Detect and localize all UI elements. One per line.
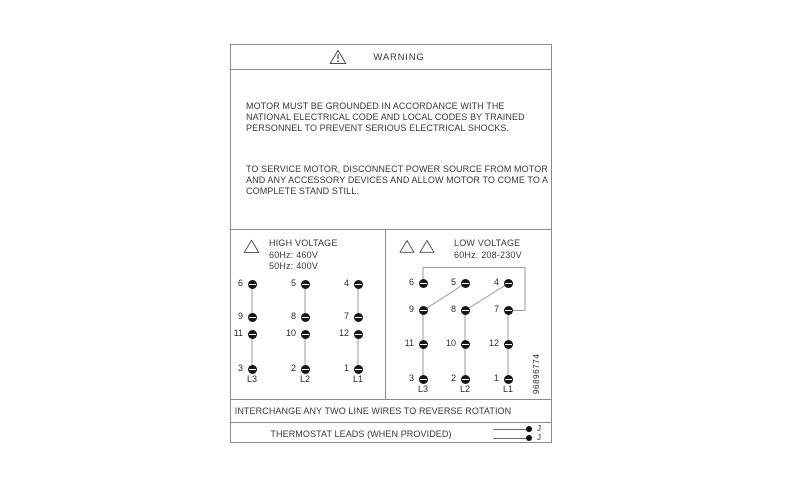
terminal-dot [461,306,470,315]
low-voltage-terminal-grid [386,230,551,399]
lead-wire [493,438,527,439]
thermostat-lead-2 [493,435,541,441]
lead-label: J [537,433,541,442]
high-voltage-diagram [231,230,386,399]
terminal-number: 10 [445,338,456,348]
terminal-dot [504,340,513,349]
terminal-dot [419,279,428,288]
high-voltage-title: HIGH VOLTAGE [269,238,338,248]
part-number: 96896774 [532,353,541,394]
terminal-dot [354,365,363,374]
terminal-dot [354,330,363,339]
terminal-dot [248,313,257,322]
terminal-dot [461,340,470,349]
terminal-dot [419,306,428,315]
terminal-number: 5 [450,277,456,287]
motor-wiring-warning-label [230,44,552,443]
terminal-dot [248,280,257,289]
notices-section [231,70,551,230]
high-voltage-terminal-grid [231,230,385,399]
terminal-number: 9 [237,311,243,321]
terminal-dot [461,375,470,384]
grounding-notice: MOTOR MUST BE GROUNDED IN ACCORDANCE WITH THE NATIONAL ELECTRICAL CODE AND LOCAL CODES BY TRAINED PERSONNEL TO PREVENT SERIOUS ELECTRICAL SHOCKS. [246,101,525,133]
terminal-number: 5 [290,278,296,288]
wire [525,268,526,311]
terminal-number: 6 [408,277,414,287]
high-voltage-50hz-rating: 50Hz: 400V [269,261,319,271]
terminal-dot [504,279,513,288]
terminal-dot [301,313,310,322]
warning-header-group [329,49,424,65]
thermostat-leads [493,426,541,441]
thermostat-note: THERMOSTAT LEADS (WHEN PROVIDED) [270,428,452,439]
terminal-dot [354,280,363,289]
terminal-dot [301,280,310,289]
terminal-number: 7 [343,311,349,321]
terminal-number: 3 [237,363,243,373]
terminal-dot [301,330,310,339]
terminal-number: 12 [338,328,349,338]
wiring-diagrams-section [231,230,551,400]
terminal-dot [248,330,257,339]
terminal-number: 2 [290,363,296,373]
reverse-rotation-row [231,400,551,423]
lead-terminal-dot [526,435,532,441]
line-label: L3 [246,374,257,384]
high-voltage-60hz-rating: 60Hz: 460V [269,249,319,260]
low-voltage-title: LOW VOLTAGE [454,238,521,248]
wire [423,267,525,268]
terminal-number: 6 [237,278,243,288]
reverse-rotation-note: INTERCHANGE ANY TWO LINE WIRES TO REVERSE ROTATION [234,406,512,416]
lead-label: J [537,424,541,433]
terminal-number: 1 [343,363,349,373]
terminal-dot [504,375,513,384]
terminal-number: 8 [450,304,456,314]
warning-title: WARNING [373,51,425,63]
terminal-number: 8 [290,311,296,321]
terminal-number: 1 [493,373,499,383]
terminal-dot [419,340,428,349]
terminal-number: 12 [488,338,499,348]
thermostat-lead-1 [493,426,541,432]
terminal-number: 10 [285,328,296,338]
line-label: L1 [502,384,513,394]
terminal-dot [419,375,428,384]
terminal-dot [301,365,310,374]
terminal-dot [354,313,363,322]
warning-triangle-icon [329,49,347,65]
terminal-number: 9 [408,304,414,314]
terminal-number: 4 [493,277,499,287]
terminal-dot [504,306,513,315]
terminal-number: 11 [404,338,414,348]
line-label: L1 [352,374,363,384]
thermostat-row [231,423,551,444]
terminal-number: 11 [233,328,243,338]
terminal-number: 2 [450,373,456,383]
low-voltage-60hz-rating: 60Hz. 208-230V [454,249,522,260]
line-label: L2 [459,384,470,394]
terminal-dot [248,365,257,374]
lead-terminal-dot [526,426,532,432]
terminal-number: 3 [408,373,414,383]
line-label: L2 [299,374,310,384]
low-voltage-diagram [386,230,551,399]
terminal-number: 4 [343,278,349,288]
line-label: L3 [417,384,428,394]
service-notice: TO SERVICE MOTOR, DISCONNECT POWER SOURCE FROM MOTOR AND ANY ACCESSORY DEVICES AND ALLOW MOTOR TO COME TO A COMPLETE STAND STILL. [246,164,548,196]
terminal-number: 7 [493,304,499,314]
warning-header [231,45,551,70]
lead-wire [493,429,527,430]
terminal-dot [461,279,470,288]
